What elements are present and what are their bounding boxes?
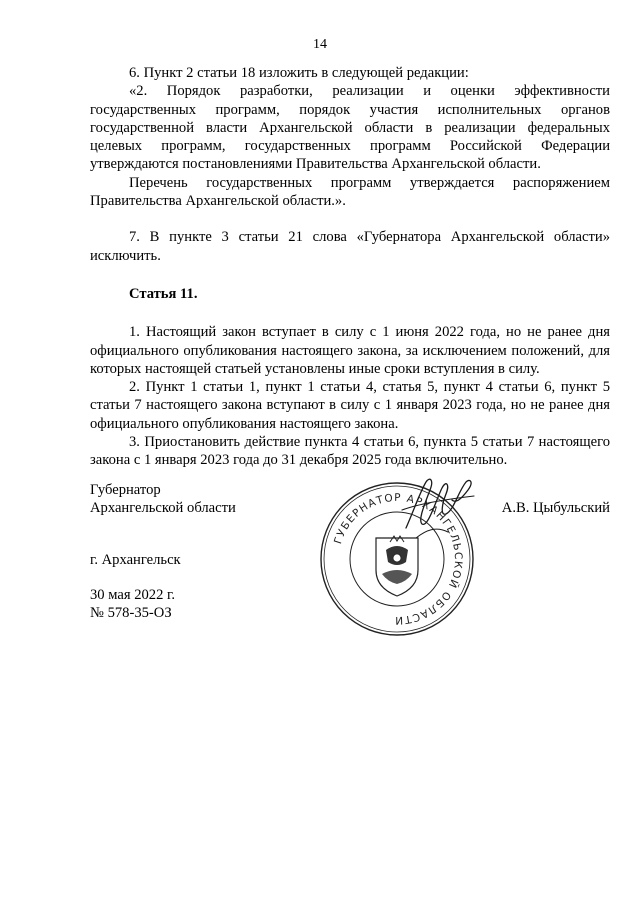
article-title: Статья 11. — [129, 285, 198, 302]
paragraph-quoted-point-2: «2. Порядок разработки, реализации и оценки эффективности государственных программ, порядок участия исполнительных органов государственной власти Архангельской области в реализации федеральных целевых программ, государственных программ Российской Федерации утверждаются постановлениями Правительства Архангельской области. — [90, 83, 610, 173]
handwritten-signature — [396, 470, 478, 542]
paragraph-article-11-point-3: 3. Приостановить действие пункта 4 статьи 6, пункта 5 статьи 7 настоящего закона с 1 января 2023 года до 31 декабря 2025 года включительно. — [90, 434, 610, 469]
document-body — [90, 64, 610, 470]
paragraph-article-11-point-1: 1. Настоящий закон вступает в силу с 1 июня 2022 года, но не ранее дня официального опубликования настоящего закона, за исключением положений, для которых настоящей статьей установлены иные сроки вступления в силу. — [90, 324, 610, 377]
signing-date: 30 мая 2022 г. — [90, 587, 176, 603]
signatory-position — [90, 481, 236, 518]
page-number: 14 — [313, 37, 327, 52]
spacer — [90, 265, 610, 285]
paragraph-item-7: 7. В пункте 3 статьи 21 слова «Губернатора Архангельской области» исключить. — [90, 229, 610, 264]
signatory-name: А.В. Цыбульский — [501, 500, 610, 516]
paragraph-article-11-point-2: 2. Пункт 1 статьи 1, пункт 1 статьи 4, статья 5, пункт 4 статьи 6, пункт 5 статьи 7 настоящего закона вступают в силу с 1 января 2023 года, но не ранее дня официального опубликования настоящего закона. — [90, 379, 610, 432]
position-line-2: Архангельской области — [90, 500, 236, 517]
paragraph-item-6: 6. Пункт 2 статьи 18 изложить в следующей редакции: — [129, 65, 469, 81]
paragraph-program-list: Перечень государственных программ утверждается распоряжением Правительства Архангельской области.». — [90, 174, 610, 210]
position-line-1: Губернатор — [90, 482, 161, 498]
coat-of-arms-icon — [376, 536, 418, 596]
spacer — [90, 303, 610, 323]
place-of-signing: г. Архангельск — [90, 552, 181, 568]
law-number: № 578-35-ОЗ — [90, 605, 172, 621]
spacer — [90, 210, 610, 228]
seal-text: ГУБЕРНАТОР АРХАНГЕЛЬСКОЙ ОБЛАСТИ — [332, 491, 465, 627]
